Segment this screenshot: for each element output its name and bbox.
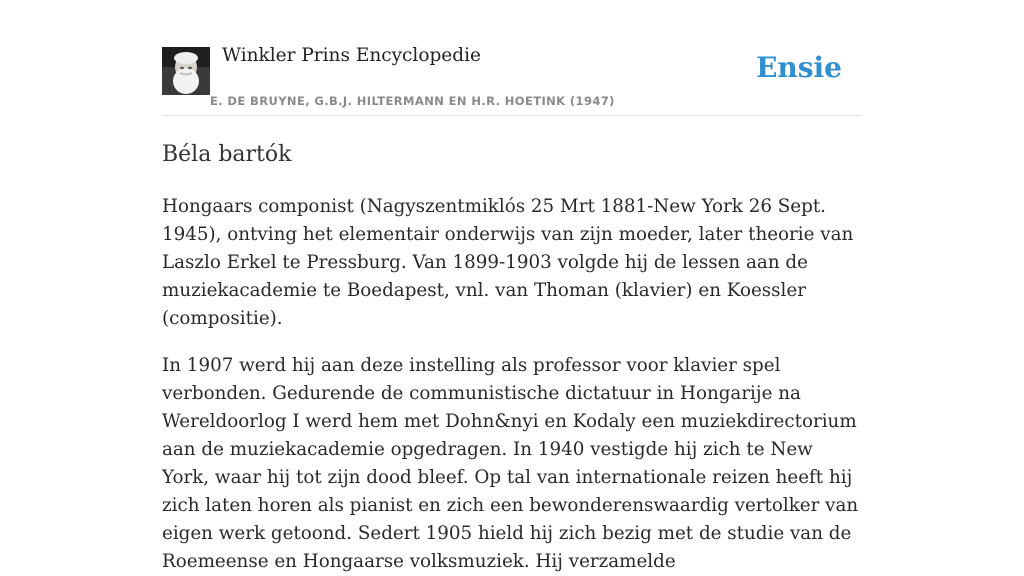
article-paragraph: Hongaars componist (Nagyszentmiklós 25 Mrt 1881-New York 26 Sept. 1945), ontving het elementair onderwijs van zijn moeder, later theorie van Laszlo Erkel te Pressburg. Van 1899-1903 volgde hij de lessen aan de muziekacademie te Boedapest, vnl. van Thoman (klavier) en Koessler (compositie). bbox=[162, 196, 854, 329]
article-paragraph: In 1907 werd hij aan deze instelling als professor voor klavier spel verbonden. Gedurende de communistische dictatuur in Hongarije na Wereldoorlog I werd hem met Dohn&nyi en Kodaly een muziekdirectorium aan de muziekacademie opgedragen. In 1940 vestigde hij zich te New York, waar hij tot zijn dood bleef. Op tal van internationale reizen heeft hij zich laten horen als pianist en zich een bewonderenswaardig vertolker van eigen werk getoond. Sedert 1905 hield hij zich bezig met de studie van de Roemeense en Hongaarse volksmuziek. Hij verzamelde bbox=[162, 355, 859, 572]
source-title[interactable]: Winkler Prins Encyclopedie bbox=[222, 45, 481, 66]
brand-logo[interactable]: Ensie bbox=[756, 51, 842, 84]
source-authors: E. DE BRUYNE, G.B.J. HILTERMANN EN H.R. HOETINK (1947) bbox=[210, 94, 615, 108]
author-portrait-icon bbox=[162, 47, 210, 95]
content-container bbox=[162, 0, 862, 576]
author-avatar[interactable] bbox=[162, 47, 210, 95]
article-title: Béla bartók bbox=[162, 142, 292, 167]
source-header bbox=[162, 0, 862, 116]
